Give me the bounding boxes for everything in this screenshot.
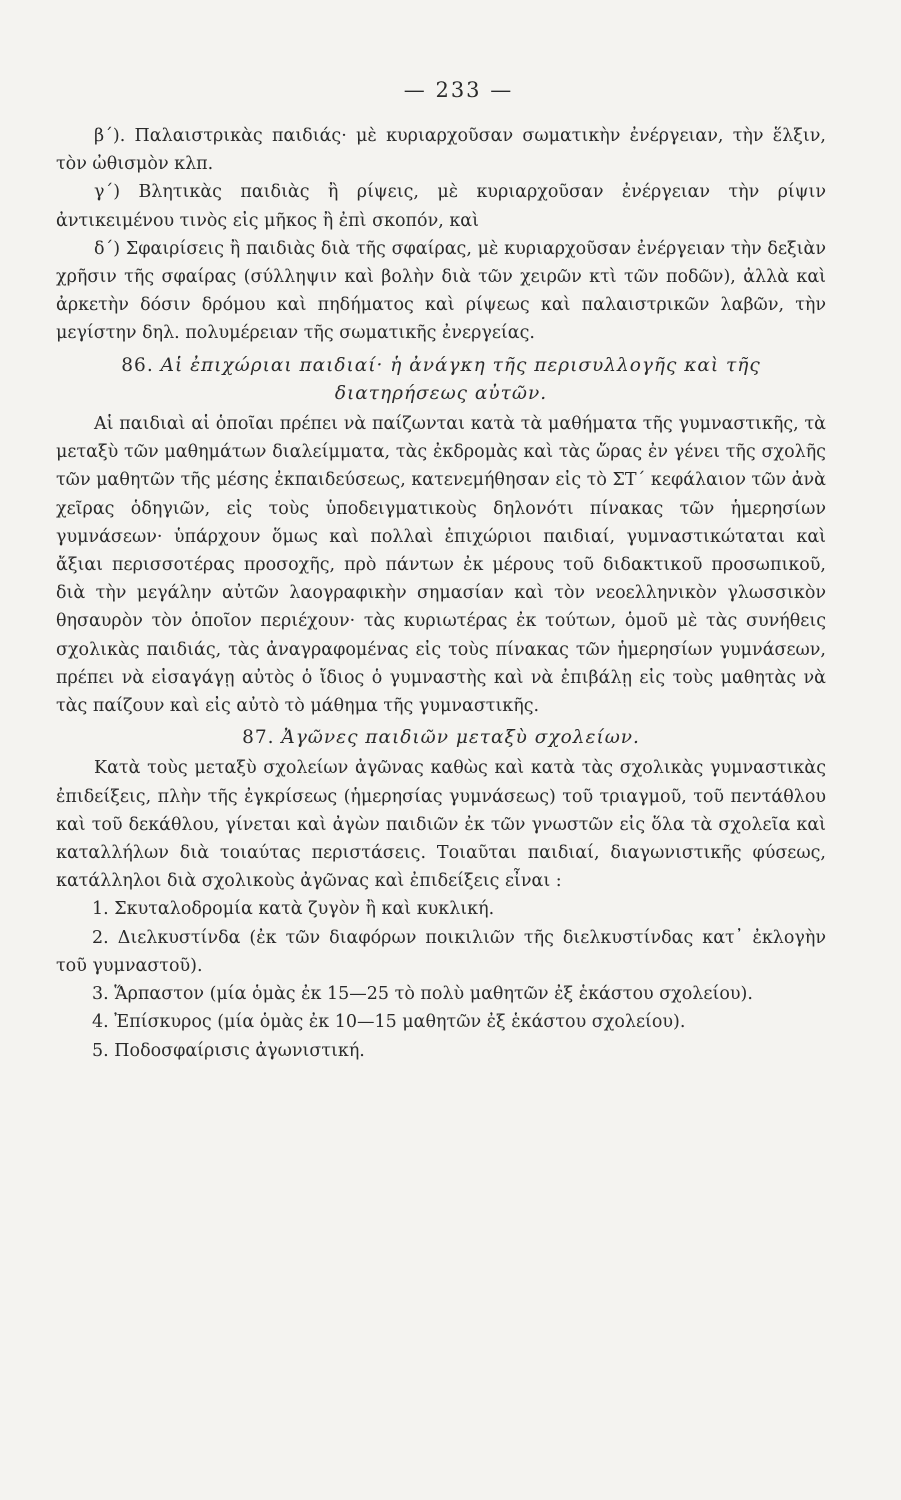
- intro-item-label: β΄).: [94, 126, 126, 146]
- intro-item-gamma: [56, 178, 826, 234]
- list-item-text: Διελκυστίνδα (ἐκ τῶν διαφόρων ποικιλιῶν τῆς διελκυστίνδας κατ᾽ ἐκλογὴν τοῦ γυμναστοῦ).: [56, 927, 826, 976]
- intro-item-label: δ΄): [94, 238, 121, 259]
- list-item: [56, 895, 826, 923]
- intro-item-label: γ΄): [94, 182, 121, 203]
- intro-list: [56, 122, 826, 348]
- list-item-number: 1.: [92, 899, 109, 920]
- page-number: — 233 —: [403, 78, 514, 102]
- section-86: [56, 352, 826, 721]
- section-86-heading: [56, 352, 826, 408]
- intro-item-beta: [56, 122, 826, 178]
- intro-item-text: Παλαιστρικὰς παιδιάς· μὲ κυριαρχοῦσαν σωματικὴν ἐνέργειαν, τὴν ἕλξιν, τὸν ὠθισμὸν κλπ.: [56, 126, 826, 175]
- section-86-body: Αἱ παιδιαὶ αἱ ὁποῖαι πρέπει νὰ παίζωνται κατὰ τὰ μαθήματα τῆς γυμναστικῆς, τὰ μεταξὺ τῶν μαθημάτων διαλείμματα, τὰς ἐκδρομὰς καὶ τὰς ὥρας ἐν γένει τῆς σχολῆς τῶν μαθητῶν τῆς μέσης ἐκπαιδεύσεως, κατενεμήθησαν εἰς τὸ ΣΤ΄ κεφάλαιον τῶν ἀνὰ χεῖρας ὁδηγιῶν, εἰς τοὺς ὑποδειγματικοὺς δηλονότι πίνακας τῶν ἡμερησίων γυμνάσεων· ὑπάρχουν ὅμως καὶ πολλαὶ ἐπιχώριοι παιδιαί, γυμναστικώταται καὶ ἄξιαι περισσοτέρας προσοχῆς, πρὸ πάντων ἐκ μέρους τοῦ διδακτικοῦ προσωπικοῦ, διὰ τὴν μεγάλην αὐτῶν λαογραφικὴν σημασίαν καὶ τὸν νεοελληνικὸν γλωσσικὸν θησαυρὸν τὸν ὁποῖον περιέχουν· τὰς κυριωτέρας ἐκ τούτων, ὁμοῦ μὲ τὰς συνήθεις σχολικὰς παιδιάς, τὰς ἀναγραφομένας εἰς τοὺς πίνακας τῶν ἡμερησίων γυμνάσεων, πρέπει νὰ εἰσαγάγῃ αὐτὸς ὁ ἴδιος ὁ γυμναστὴς καὶ νὰ ἐπιβάλῃ εἰς τοὺς μαθητὰς νὰ τὰς παίζουν καὶ εἰς αὐτὸ τὸ μάθημα τῆς γυμναστικῆς.: [56, 414, 826, 717]
- intro-item-text: Βλητικὰς παιδιὰς ἢ ρίψεις, μὲ κυριαρχοῦσαν ἐνέργειαν τὴν ρίψιν ἀντικειμένου τινὸς εἰς μῆκος ἢ ἐπὶ σκοπόν, καὶ: [56, 182, 826, 231]
- intro-item-delta: [56, 235, 826, 348]
- section-86-title: Αἱ ἐπιχώριαι παιδιαί· ἡ ἀνάγκη τῆς περισυλλογῆς καὶ τῆς διατηρήσεως αὐτῶν.: [160, 354, 761, 404]
- list-item-number: 5.: [92, 1040, 109, 1061]
- section-87-number: 87.: [242, 727, 275, 749]
- list-item-number: 4.: [92, 1012, 109, 1033]
- section-87: [56, 724, 826, 1064]
- list-item-number: 3.: [92, 984, 109, 1005]
- section-87-body: Κατὰ τοὺς μεταξὺ σχολείων ἀγῶνας καθὼς καὶ κατὰ τὰς σχολικὰς γυμναστικὰς ἐπιδείξεις, πλὴν τῆς ἐγκρίσεως (ἡμερησίας γυμνάσεως) τοῦ τριαγμοῦ, τοῦ πεντάθλου καὶ τοῦ δεκάθλου, γίνεται καὶ ἀγὼν παιδιῶν ἐκ τῶν γνωστῶν εἰς ὅλα τὰ σχολεῖα καὶ καταλλήλων διὰ τοιαύτας περιστάσεις. Τοιαῦται παιδιαί, διαγωνιστικῆς φύσεως, κατάλληλοι διὰ σχολικοὺς ἀγῶνας καὶ ἐπιδείξεις εἶναι :: [56, 758, 826, 892]
- list-item-text: Ποδοσφαίρισις ἀγωνιστική.: [114, 1040, 365, 1061]
- section-87-heading: [56, 724, 826, 752]
- list-item-number: 2.: [92, 927, 109, 948]
- list-item-text: Σκυταλοδρομία κατὰ ζυγὸν ἢ καὶ κυκλική.: [114, 899, 495, 920]
- games-list: [56, 895, 826, 1064]
- list-item-text: Ἅρπαστον (μία ὁμὰς ἐκ 15—25 τὸ πολὺ μαθητῶν ἐξ ἑκάστου σχολείου).: [114, 984, 753, 1005]
- list-item: [56, 924, 826, 980]
- book-page: [56, 78, 826, 1065]
- list-item: [56, 1008, 826, 1036]
- list-item: [56, 1037, 826, 1065]
- section-87-title: Ἀγῶνες παιδιῶν μεταξὺ σχολείων.: [281, 727, 640, 749]
- intro-item-text: Σφαιρίσεις ἢ παιδιὰς διὰ τῆς σφαίρας, μὲ κυριαρχοῦσαν ἐνέργειαν τὴν δεξιὰν χρῆσιν τῆς σφαίρας (σύλληψιν καὶ βολὴν διὰ τῶν χειρῶν κτὶ τῶν ποδῶν), ἀλλὰ καὶ ἀρκετὴν δόσιν δρόμου καὶ πηδήματος καὶ ρίψεως καὶ παλαιστρικῶν λαβῶν, τὴν μεγίστην δηλ. πολυμέρειαν τῆς σωματικῆς ἐνεργείας.: [56, 238, 826, 344]
- section-86-number: 86.: [121, 354, 154, 376]
- list-item-text: Ἐπίσκυρος (μία ὁμὰς ἐκ 10—15 μαθητῶν ἐξ ἑκάστου σχολείου).: [114, 1012, 686, 1033]
- list-item: [56, 980, 826, 1008]
